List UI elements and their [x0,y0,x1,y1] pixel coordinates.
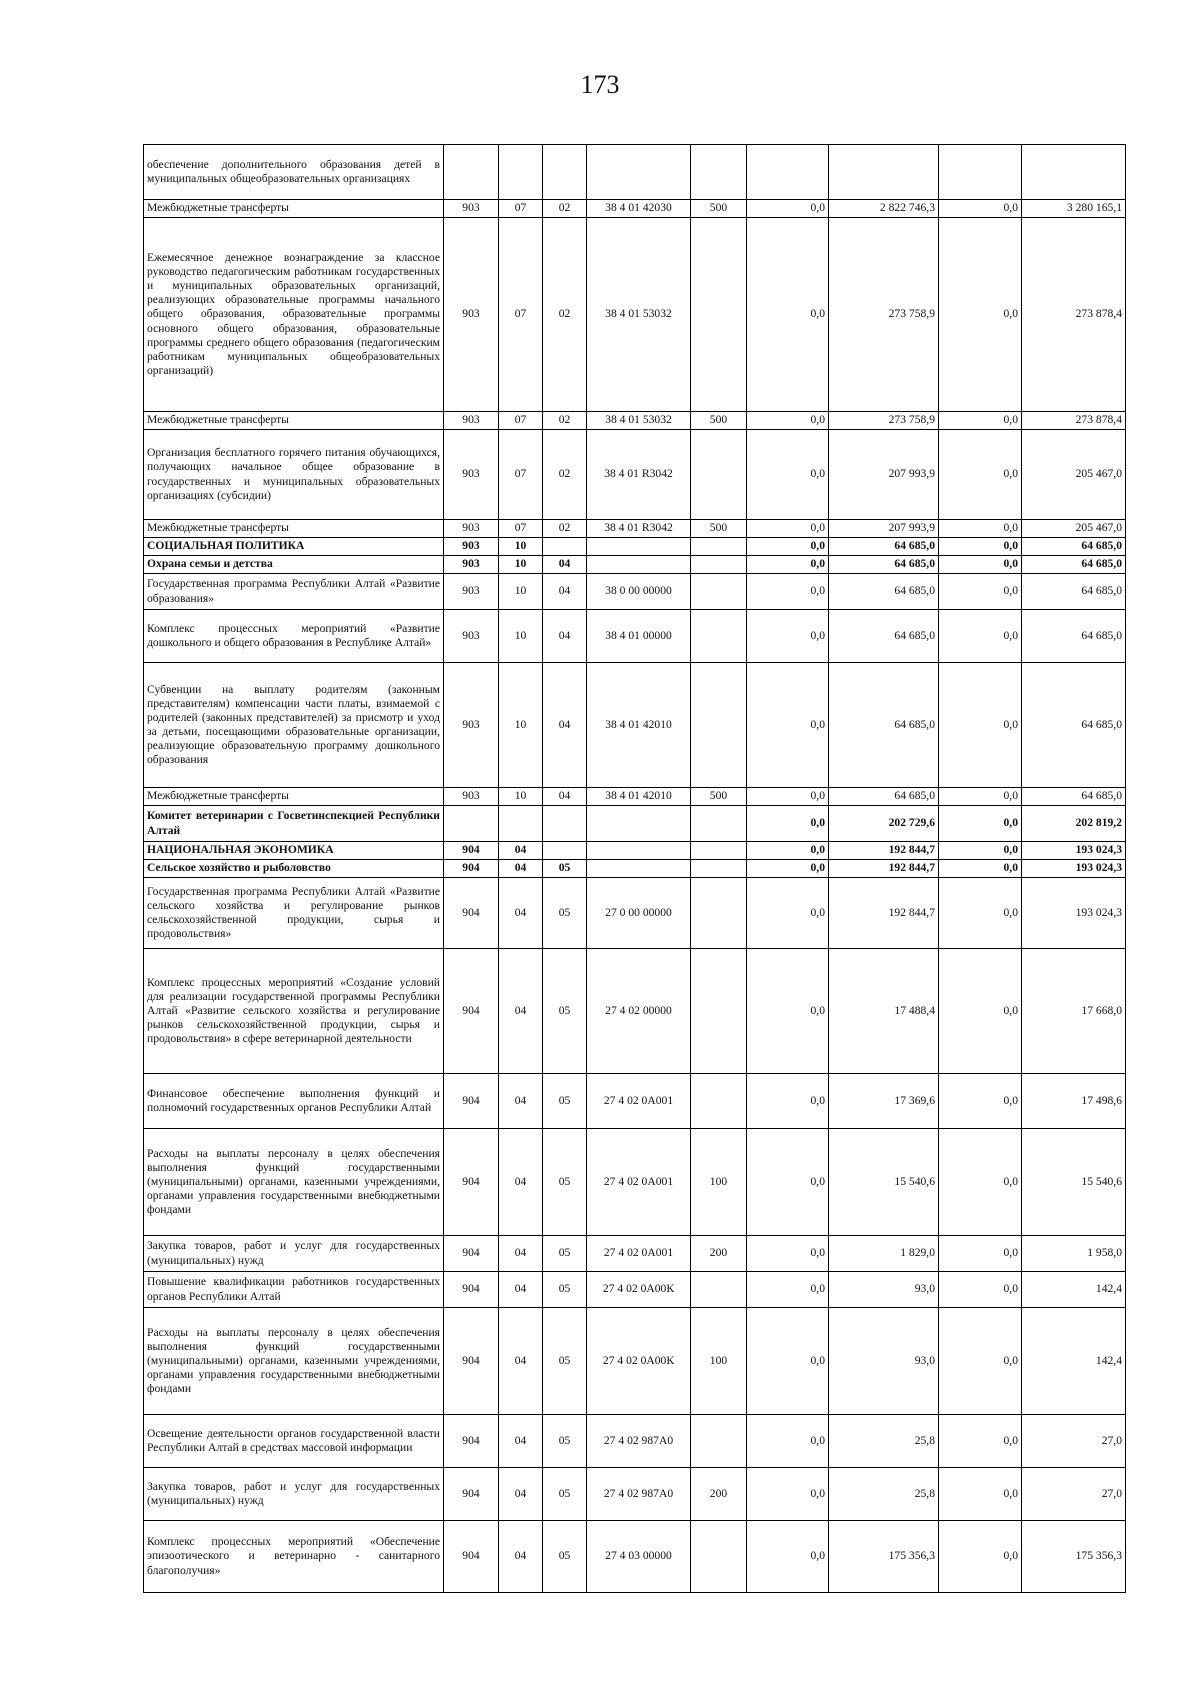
table-row [144,412,1126,430]
row-admin-code: 903 [444,430,499,520]
row-admin-code: 904 [444,1415,499,1468]
row-amount-4: 142,4 [1022,1272,1126,1308]
row-subsection-code: 05 [543,1468,587,1521]
row-amount-2: 64 685,0 [829,663,939,788]
row-section-code: 04 [499,1236,543,1272]
row-expense-type-code: 500 [691,412,747,430]
row-subsection-code: 05 [543,860,587,878]
row-amount-1: 0,0 [747,1308,829,1415]
row-admin-code: 903 [444,556,499,574]
row-section-code: 10 [499,538,543,556]
row-amount-4: 64 685,0 [1022,556,1126,574]
row-target-article-code: 38 4 01 R3042 [587,520,691,538]
row-section-code: 10 [499,574,543,610]
row-amount-4: 27,0 [1022,1468,1126,1521]
row-subsection-code: 02 [543,430,587,520]
row-amount-1: 0,0 [747,1521,829,1593]
row-amount-1: 0,0 [747,574,829,610]
row-amount-1: 0,0 [747,520,829,538]
row-amount-4: 64 685,0 [1022,663,1126,788]
row-amount-3: 0,0 [939,878,1022,949]
row-description: Ежемесячное денежное вознаграждение за классное руководство педагогическим работникам государственных и муниципальных образовательных организаций, реализующих образовательные программы начального общего образования, образовательные программы основного общего образования, образовательные программы среднего общего образования (педагогическим работникам муниципальных общеобразовательных организаций) [144,218,444,412]
row-section-code: 07 [499,412,543,430]
row-expense-type-code [691,860,747,878]
row-subsection-code: 02 [543,218,587,412]
row-target-article-code: 27 4 02 0А001 [587,1129,691,1236]
row-amount-3: 0,0 [939,1308,1022,1415]
row-section-code: 07 [499,218,543,412]
table-row [144,520,1126,538]
row-subsection-code [543,806,587,842]
row-target-article-code [587,806,691,842]
row-admin-code: 903 [444,218,499,412]
row-target-article-code [587,860,691,878]
row-amount-2 [829,145,939,200]
row-amount-3: 0,0 [939,538,1022,556]
row-amount-3: 0,0 [939,842,1022,860]
row-section-code: 04 [499,1074,543,1129]
row-description: Субвенции на выплату родителям (законным представителям) компенсации части платы, взимаемой с родителей (законных представителей) за присмотр и уход за детьми, посещающими образовательные организации, реализующие образовательную программу дошкольного образования [144,663,444,788]
table-row [144,430,1126,520]
table-row [144,1129,1126,1236]
row-expense-type-code [691,663,747,788]
row-amount-3: 0,0 [939,788,1022,806]
row-amount-2: 192 844,7 [829,878,939,949]
row-section-code: 10 [499,788,543,806]
row-expense-type-code [691,538,747,556]
row-amount-1: 0,0 [747,1236,829,1272]
row-amount-3: 0,0 [939,949,1022,1074]
row-subsection-code: 04 [543,574,587,610]
row-admin-code: 903 [444,663,499,788]
row-amount-4: 273 878,4 [1022,412,1126,430]
row-target-article-code: 27 4 02 0А00К [587,1308,691,1415]
row-admin-code: 903 [444,574,499,610]
row-amount-3: 0,0 [939,1272,1022,1308]
row-description: Государственная программа Республики Алтай «Развитие образования» [144,574,444,610]
row-admin-code: 903 [444,610,499,663]
row-expense-type-code [691,1415,747,1468]
row-target-article-code: 27 0 00 00000 [587,878,691,949]
row-subsection-code: 05 [543,1272,587,1308]
page-number: 173 [580,70,620,99]
row-amount-4: 193 024,3 [1022,878,1126,949]
row-amount-1: 0,0 [747,878,829,949]
row-amount-2: 93,0 [829,1272,939,1308]
row-target-article-code: 38 4 01 53032 [587,218,691,412]
row-target-article-code: 38 4 01 R3042 [587,430,691,520]
row-subsection-code: 04 [543,610,587,663]
row-amount-3 [939,145,1022,200]
row-section-code: 07 [499,200,543,218]
row-target-article-code: 38 0 00 00000 [587,574,691,610]
row-amount-4: 27,0 [1022,1415,1126,1468]
row-expense-type-code [691,878,747,949]
row-subsection-code: 05 [543,1236,587,1272]
table-row [144,860,1126,878]
row-amount-4: 17 668,0 [1022,949,1126,1074]
row-admin-code: 904 [444,842,499,860]
row-amount-2: 17 369,6 [829,1074,939,1129]
row-amount-4: 15 540,6 [1022,1129,1126,1236]
row-amount-3: 0,0 [939,574,1022,610]
row-target-article-code: 27 4 02 0А001 [587,1074,691,1129]
row-description: Освещение деятельности органов государственной власти Республики Алтай в средствах массовой информации [144,1415,444,1468]
row-description: Повышение квалификации работников государственных органов Республики Алтай [144,1272,444,1308]
row-amount-2: 1 829,0 [829,1236,939,1272]
row-description: Организация бесплатного горячего питания обучающихся, получающих начальное общее образование в государственных и муниципальных образовательных организациях (субсидии) [144,430,444,520]
row-expense-type-code [691,574,747,610]
row-amount-2: 207 993,9 [829,430,939,520]
row-admin-code: 903 [444,200,499,218]
row-admin-code: 904 [444,860,499,878]
row-amount-3: 0,0 [939,806,1022,842]
row-description: Комплекс процессных мероприятий «Обеспечение эпизоотического и ветеринарно - санитарного благополучия» [144,1521,444,1593]
row-amount-3: 0,0 [939,1074,1022,1129]
row-amount-2: 17 488,4 [829,949,939,1074]
row-description: Межбюджетные трансферты [144,520,444,538]
row-subsection-code: 05 [543,1129,587,1236]
row-expense-type-code [691,556,747,574]
row-amount-4: 142,4 [1022,1308,1126,1415]
row-expense-type-code [691,1272,747,1308]
row-subsection-code: 05 [543,949,587,1074]
row-admin-code: 903 [444,520,499,538]
row-amount-4: 205 467,0 [1022,520,1126,538]
row-subsection-code: 02 [543,200,587,218]
row-description: Межбюджетные трансферты [144,412,444,430]
table-row [144,878,1126,949]
row-amount-3: 0,0 [939,1415,1022,1468]
row-amount-3: 0,0 [939,412,1022,430]
row-amount-4: 64 685,0 [1022,610,1126,663]
row-expense-type-code [691,949,747,1074]
row-amount-2: 64 685,0 [829,556,939,574]
row-amount-2: 25,8 [829,1415,939,1468]
table-row [144,1236,1126,1272]
row-expense-type-code: 100 [691,1129,747,1236]
row-amount-1: 0,0 [747,610,829,663]
row-subsection-code: 05 [543,1074,587,1129]
row-description: Межбюджетные трансферты [144,200,444,218]
row-amount-1: 0,0 [747,430,829,520]
row-amount-1: 0,0 [747,788,829,806]
row-expense-type-code: 500 [691,788,747,806]
table-row [144,574,1126,610]
row-description: Комплекс процессных мероприятий «Развитие дошкольного и общего образования в Республике Алтай» [144,610,444,663]
row-amount-2: 273 758,9 [829,218,939,412]
budget-table [143,144,1126,1593]
row-amount-1: 0,0 [747,218,829,412]
row-amount-2: 15 540,6 [829,1129,939,1236]
row-target-article-code: 27 4 02 00000 [587,949,691,1074]
row-admin-code: 904 [444,1468,499,1521]
row-admin-code: 903 [444,412,499,430]
table-row [144,200,1126,218]
row-expense-type-code [691,1074,747,1129]
table-row [144,1074,1126,1129]
row-expense-type-code: 200 [691,1468,747,1521]
row-subsection-code: 04 [543,556,587,574]
row-description: Закупка товаров, работ и услуг для государственных (муниципальных) нужд [144,1236,444,1272]
row-amount-1: 0,0 [747,1415,829,1468]
row-amount-4: 3 280 165,1 [1022,200,1126,218]
row-section-code: 04 [499,1308,543,1415]
row-amount-2: 2 822 746,3 [829,200,939,218]
row-section-code [499,145,543,200]
row-target-article-code: 38 4 01 42010 [587,788,691,806]
row-amount-1: 0,0 [747,1272,829,1308]
row-target-article-code: 27 4 02 987А0 [587,1468,691,1521]
row-expense-type-code [691,842,747,860]
row-amount-2: 175 356,3 [829,1521,939,1593]
row-section-code [499,806,543,842]
row-amount-1: 0,0 [747,412,829,430]
row-section-code: 04 [499,860,543,878]
row-amount-2: 192 844,7 [829,860,939,878]
row-amount-4: 273 878,4 [1022,218,1126,412]
row-subsection-code: 04 [543,788,587,806]
row-amount-4: 193 024,3 [1022,842,1126,860]
row-amount-3: 0,0 [939,430,1022,520]
row-admin-code: 904 [444,1308,499,1415]
table-row [144,806,1126,842]
row-subsection-code [543,842,587,860]
row-description: Комитет ветеринарии с Госветинспекцией Республики Алтай [144,806,444,842]
row-subsection-code [543,145,587,200]
row-admin-code: 904 [444,1236,499,1272]
row-amount-2: 64 685,0 [829,610,939,663]
row-amount-2: 64 685,0 [829,574,939,610]
table-row [144,1468,1126,1521]
row-section-code: 07 [499,430,543,520]
row-amount-1: 0,0 [747,663,829,788]
row-description: Закупка товаров, работ и услуг для государственных (муниципальных) нужд [144,1468,444,1521]
row-amount-2: 25,8 [829,1468,939,1521]
row-target-article-code [587,538,691,556]
row-description: Финансовое обеспечение выполнения функций и полномочий государственных органов Республики Алтай [144,1074,444,1129]
row-amount-1: 0,0 [747,1468,829,1521]
row-amount-3: 0,0 [939,860,1022,878]
row-expense-type-code [691,430,747,520]
row-section-code: 04 [499,1468,543,1521]
row-description: Расходы на выплаты персоналу в целях обеспечения выполнения функций государственными (муниципальными) органами, казенными учреждениями, органами управления государственными внебюджетными фондами [144,1308,444,1415]
row-target-article-code: 27 4 02 0А00К [587,1272,691,1308]
row-expense-type-code: 100 [691,1308,747,1415]
table-row [144,610,1126,663]
row-amount-3: 0,0 [939,1468,1022,1521]
row-section-code: 04 [499,1521,543,1593]
row-subsection-code: 05 [543,1521,587,1593]
row-amount-4: 175 356,3 [1022,1521,1126,1593]
row-description: Межбюджетные трансферты [144,788,444,806]
row-amount-1 [747,145,829,200]
table-row [144,1521,1126,1593]
row-amount-1: 0,0 [747,538,829,556]
row-amount-2: 202 729,6 [829,806,939,842]
row-amount-1: 0,0 [747,200,829,218]
row-admin-code [444,806,499,842]
table-row [144,1415,1126,1468]
row-amount-2: 93,0 [829,1308,939,1415]
row-amount-2: 207 993,9 [829,520,939,538]
row-admin-code: 904 [444,878,499,949]
row-section-code: 04 [499,1129,543,1236]
row-amount-3: 0,0 [939,1236,1022,1272]
row-description: Охрана семьи и детства [144,556,444,574]
row-expense-type-code: 500 [691,520,747,538]
row-subsection-code: 05 [543,1415,587,1468]
row-section-code: 04 [499,842,543,860]
row-admin-code: 904 [444,1272,499,1308]
row-admin-code: 904 [444,1521,499,1593]
row-expense-type-code: 500 [691,200,747,218]
row-amount-1: 0,0 [747,806,829,842]
table-row [144,663,1126,788]
row-amount-1: 0,0 [747,1074,829,1129]
row-subsection-code: 04 [543,663,587,788]
table-row [144,556,1126,574]
row-admin-code [444,145,499,200]
table-row [144,949,1126,1074]
row-amount-4: 193 024,3 [1022,860,1126,878]
row-amount-4: 202 819,2 [1022,806,1126,842]
row-section-code: 04 [499,878,543,949]
budget-table-body [144,145,1126,1593]
row-amount-4: 64 685,0 [1022,574,1126,610]
table-row [144,1272,1126,1308]
table-row [144,842,1126,860]
row-expense-type-code: 200 [691,1236,747,1272]
row-description: СОЦИАЛЬНАЯ ПОЛИТИКА [144,538,444,556]
row-amount-2: 192 844,7 [829,842,939,860]
row-amount-3: 0,0 [939,610,1022,663]
row-amount-3: 0,0 [939,556,1022,574]
row-description: Комплекс процессных мероприятий «Создание условий для реализации государственной программы Республики Алтай «Развитие сельского хозяйства и регулирование рынков сельскохозяйственной продукции, сырья и продовольствия» в сфере ветеринарной деятельности [144,949,444,1074]
row-subsection-code: 02 [543,520,587,538]
row-section-code: 10 [499,663,543,788]
row-amount-3: 0,0 [939,218,1022,412]
row-amount-1: 0,0 [747,1129,829,1236]
row-section-code: 10 [499,610,543,663]
row-subsection-code: 02 [543,412,587,430]
row-amount-4: 1 958,0 [1022,1236,1126,1272]
row-subsection-code: 05 [543,878,587,949]
row-section-code: 07 [499,520,543,538]
row-target-article-code: 38 4 01 00000 [587,610,691,663]
row-section-code: 04 [499,1272,543,1308]
row-amount-2: 64 685,0 [829,788,939,806]
row-amount-1: 0,0 [747,842,829,860]
row-expense-type-code [691,145,747,200]
row-target-article-code [587,145,691,200]
row-amount-2: 64 685,0 [829,538,939,556]
row-admin-code: 904 [444,949,499,1074]
row-section-code: 04 [499,1415,543,1468]
row-admin-code: 903 [444,538,499,556]
row-expense-type-code [691,610,747,663]
row-subsection-code [543,538,587,556]
row-description: Государственная программа Республики Алтай «Развитие сельского хозяйства и регулирование рынков сельскохозяйственной продукции, сырья и продовольствия» [144,878,444,949]
row-amount-3: 0,0 [939,1521,1022,1593]
row-admin-code: 904 [444,1129,499,1236]
table-row [144,1308,1126,1415]
row-description: обеспечение дополнительного образования детей в муниципальных общеобразовательных организациях [144,145,444,200]
row-subsection-code: 05 [543,1308,587,1415]
row-amount-4: 17 498,6 [1022,1074,1126,1129]
row-amount-2: 273 758,9 [829,412,939,430]
row-amount-4 [1022,145,1126,200]
row-admin-code: 904 [444,1074,499,1129]
row-expense-type-code [691,218,747,412]
row-amount-4: 64 685,0 [1022,788,1126,806]
row-target-article-code: 38 4 01 53032 [587,412,691,430]
row-target-article-code: 27 4 03 00000 [587,1521,691,1593]
row-admin-code: 903 [444,788,499,806]
row-target-article-code: 27 4 02 987А0 [587,1415,691,1468]
row-section-code: 10 [499,556,543,574]
row-description: Расходы на выплаты персоналу в целях обеспечения выполнения функций государственными (муниципальными) органами, казенными учреждениями, органами управления государственными внебюджетными фондами [144,1129,444,1236]
row-amount-3: 0,0 [939,520,1022,538]
row-target-article-code [587,842,691,860]
row-amount-3: 0,0 [939,1129,1022,1236]
row-description: НАЦИОНАЛЬНАЯ ЭКОНОМИКА [144,842,444,860]
row-expense-type-code [691,1521,747,1593]
table-row [144,145,1126,200]
row-target-article-code: 27 4 02 0А001 [587,1236,691,1272]
row-section-code: 04 [499,949,543,1074]
row-expense-type-code [691,806,747,842]
row-amount-3: 0,0 [939,663,1022,788]
row-amount-1: 0,0 [747,949,829,1074]
row-amount-1: 0,0 [747,556,829,574]
table-row [144,218,1126,412]
row-target-article-code [587,556,691,574]
row-target-article-code: 38 4 01 42030 [587,200,691,218]
row-amount-4: 64 685,0 [1022,538,1126,556]
row-amount-1: 0,0 [747,860,829,878]
table-row [144,538,1126,556]
row-amount-3: 0,0 [939,200,1022,218]
row-amount-4: 205 467,0 [1022,430,1126,520]
row-target-article-code: 38 4 01 42010 [587,663,691,788]
table-row [144,788,1126,806]
row-description: Сельское хозяйство и рыболовство [144,860,444,878]
